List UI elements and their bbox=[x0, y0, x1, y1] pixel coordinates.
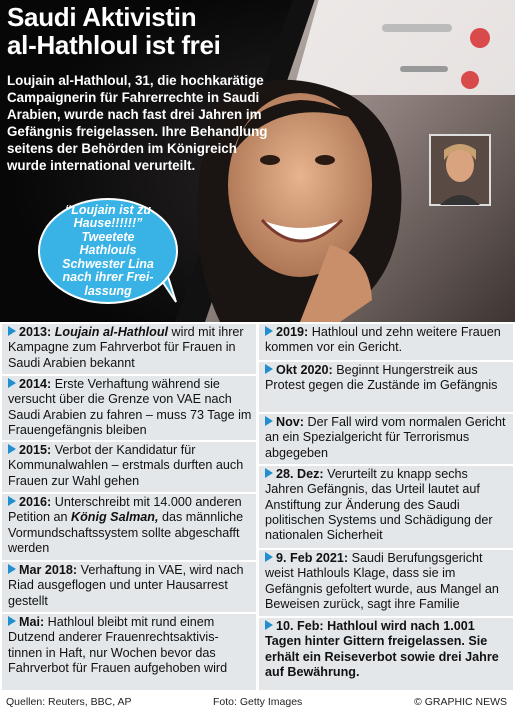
triangle-marker-icon bbox=[8, 326, 16, 336]
timeline-entry-2014: 2014: Erste Verhaftung während sie versucht über die Grenze von VAE nach Saudi Arabien zu fahren – muss 73 Tage im Frauengefängnis bleiben bbox=[2, 376, 256, 440]
timeline-entry-mai: Mai: Hathloul bleibt mit rund einem Dutzend anderer Frauenrechtsaktivis-tinnen in Haft, nur Wochen bevor das Fahrverbot für Frauen aufgehoben wird bbox=[2, 614, 256, 690]
title-line-2: al-Hathloul ist frei bbox=[7, 30, 221, 60]
hero-photo-panel bbox=[0, 0, 515, 322]
triangle-marker-icon bbox=[8, 564, 16, 574]
timeline bbox=[0, 322, 515, 690]
triangle-marker-icon bbox=[265, 620, 273, 630]
publisher-credit: © GRAPHIC NEWS bbox=[414, 695, 507, 708]
triangle-marker-icon bbox=[265, 326, 273, 336]
triangle-marker-icon bbox=[8, 378, 16, 388]
triangle-marker-icon bbox=[8, 444, 16, 454]
intro-paragraph: Loujain al-Hathloul, 31, die hochkarätige Campaignerin für Fahrerrechte in Saudi Arabien, wurde nach fast drei Jahren im Gefängnis freigelassen. Ihre Behandlung seitens der Behörden im Königreich wurde international verurteilt. bbox=[7, 73, 268, 173]
timeline-entry-okt-2020: Okt 2020: Beginnt Hungerstreik aus Protest gegen die Zustände im Gefängnis bbox=[259, 362, 513, 412]
footer bbox=[0, 692, 515, 711]
triangle-marker-icon bbox=[265, 552, 273, 562]
title-line-1: Saudi Aktivistin bbox=[7, 2, 197, 32]
timeline-entry-nov: Nov: Der Fall wird vom normalen Gericht an ein Spezialgericht für Terrorismus abgegeben bbox=[259, 414, 513, 464]
triangle-marker-icon bbox=[265, 416, 273, 426]
timeline-entry-2019: 2019: Hathloul und zehn weitere Frauen kommen vor ein Gericht. bbox=[259, 324, 513, 360]
sources-text: Quellen: Reuters, BBC, AP bbox=[6, 695, 132, 708]
photo-credit: Foto: Getty Images bbox=[213, 695, 303, 708]
triangle-marker-icon bbox=[265, 468, 273, 478]
timeline-entry-10-feb: 10. Feb: Hathloul wird nach 1.001 Tagen hinter Gittern freigelassen. Sie erhält ein Reiseverbot sowie drei Jahre auf Bewährung. bbox=[259, 618, 513, 690]
triangle-marker-icon bbox=[8, 496, 16, 506]
timeline-entry-2016: 2016: Unterschreibt mit 14.000 anderen Petition an König Salman, das männliche Vormundschaftssystem sollte abgeschafft werden bbox=[2, 494, 256, 560]
triangle-marker-icon bbox=[8, 616, 16, 626]
timeline-entry-2013: 2013: Loujain al-Hathloul wird mit ihrer Kampagne zum Fahrverbot für Frauen in Saudi Arabien bekannt bbox=[2, 324, 256, 374]
timeline-entry-2015: 2015: Verbot der Kandidatur für Kommunalwahlen – erstmals durften auch Frauen zur Wahl gehen bbox=[2, 442, 256, 492]
page-title bbox=[7, 3, 221, 59]
timeline-entry-28-dez: 28. Dez: Verurteilt zu knapp sechs Jahren Gefängnis, das Urteil lautet auf Anstiftung zur Änderung des Saudi politischen Systems und Schädigung der nationalen Sicherheit bbox=[259, 466, 513, 548]
quote-text: “Loujain ist zu Hause!!!!!!” Tweetete Hathlouls Schwester Lina nach ihrer Frei-lassung bbox=[62, 202, 154, 298]
quote-speech-bubble bbox=[38, 198, 178, 304]
pip-video-window bbox=[430, 135, 490, 205]
timeline-entry-mar-2018: Mar 2018: Verhaftung in VAE, wird nach Riad ausgeflogen und unter Hausarrest gestellt bbox=[2, 562, 256, 612]
timeline-entry-9-feb-2021: 9. Feb 2021: Saudi Berufungsgericht weist Hathlouls Klage, dass sie im Gefängnis gefoltert wurde, aus Mangel an Beweisen zurück, sagt ihre Familie bbox=[259, 550, 513, 616]
triangle-marker-icon bbox=[265, 364, 273, 374]
